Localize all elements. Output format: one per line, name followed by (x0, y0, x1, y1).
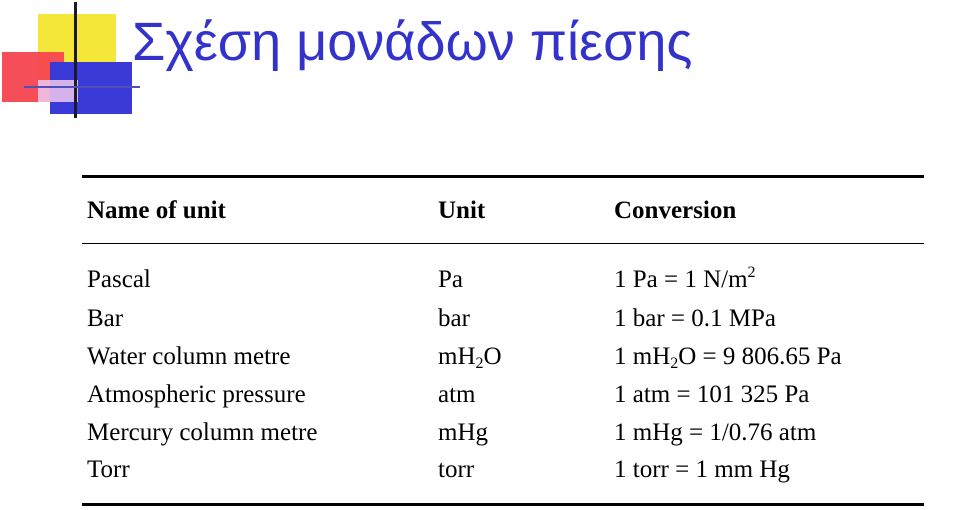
row-bar-conversion: 1 bar = 0.1 MPa (614, 305, 776, 332)
row-pascal-name: Pascal (87, 266, 151, 293)
row-atmospheric-name: Atmospheric pressure (87, 381, 306, 408)
row-mercury-column-unit: mHg (438, 419, 488, 446)
header-unit: Unit (438, 197, 486, 224)
row-atmospheric-conversion: 1 atm = 101 325 Pa (614, 381, 810, 408)
row-atmospheric-unit: atm (438, 381, 476, 408)
row-water-column-unit: $mH_2O$ (438, 343, 502, 372)
header-conversion: Conversion (614, 197, 737, 224)
row-water-column-conversion: 1 $mH_2O = 9$ 806.65 Pa (614, 343, 842, 372)
decoration-pink-square (38, 80, 78, 102)
row-torr-conversion: 1 torr = 1 mm Hg (614, 456, 790, 483)
row-torr-name: Torr (87, 456, 130, 483)
decoration-horizontal-line (24, 86, 140, 88)
row-bar-unit: bar (438, 305, 470, 332)
row-pascal-conversion: 1 Pa = 1 $N/m^2$ (614, 264, 756, 293)
row-mercury-column-name: Mercury column metre (87, 419, 318, 446)
table-header-rule (82, 243, 924, 244)
row-pascal-unit: Pa (438, 266, 463, 293)
row-torr-unit: torr (438, 456, 475, 483)
row-water-column-name: Water column metre (87, 343, 291, 370)
table-top-rule (82, 175, 924, 178)
row-mercury-column-conversion: 1 mHg = 1/0.76 atm (614, 419, 817, 446)
decoration-vertical-line (74, 2, 77, 118)
row-bar-name: Bar (87, 305, 124, 332)
header-name-of-unit: Name of unit (87, 197, 226, 224)
slide-title: Σχέση μονάδων πίεσης (132, 12, 693, 72)
table-bottom-rule (82, 503, 924, 506)
